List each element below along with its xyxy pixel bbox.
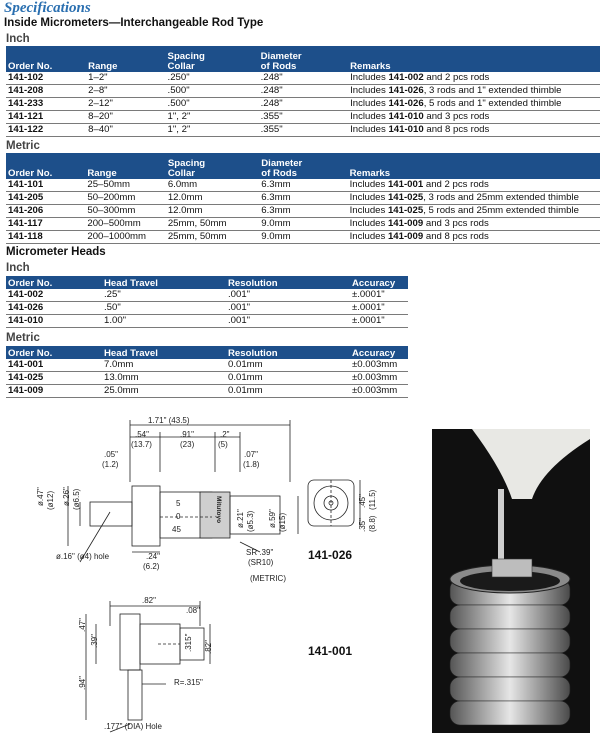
dim-059: ø.59" [268,509,277,528]
rods-inch-cell: .250" [166,72,259,85]
heads-inch-cell: ±.0001" [350,289,408,302]
dim-sr: SR .39" [246,548,274,557]
heads-metric-cell: 0.01mm [226,372,350,385]
dim2-0315: .315" [184,633,193,652]
rods-inch-cell: .248" [259,85,348,98]
dim-02: .2" [220,430,230,439]
dim2-008: .08" [186,606,200,615]
heads-inch-cell: ±.0001" [350,302,408,315]
heads-inch-header-row [6,276,408,289]
rods-inch-col-3: Diameter of Rods [259,46,348,72]
dim-035: .35" [358,518,367,532]
rods-metric-label: Metric [6,140,40,152]
rods-inch-cell: Includes 141-026, 3 rods and 1" extended thimble [348,85,600,98]
rods-inch-cell: .500" [166,85,259,98]
dim2-radius: R=.315" [174,678,203,687]
rods-inch-col-0: Order No. [6,46,86,72]
dim-091: .91" [180,430,194,439]
rods-inch-cell: Includes 141-010 and 8 pcs rods [348,124,600,137]
rods-inch-col-4: Remarks [348,46,600,72]
rods-metric-table [6,153,600,244]
rods-metric-cell: Includes 141-009 and 8 pcs rods [348,231,600,244]
heads-metric-cell: 141-001 [6,359,102,372]
dim-045m: (11.5) [368,489,377,510]
rods-inch-cell: Includes 141-010 and 3 pcs rods [348,111,600,124]
heads-inch-label: Inch [6,262,30,274]
rods-inch-cell: 8–20" [86,111,165,124]
table-row [6,289,408,302]
scale-bot: 45 [172,525,181,534]
dim2-hole: .177" (DIA) Hole [104,722,162,731]
dim2-082: .82" [142,596,156,605]
heads-metric-label: Metric [6,332,40,344]
heads-inch-cell: 1.00" [102,315,226,328]
table-row [6,372,408,385]
table-row [6,359,408,372]
heads-metric-col-2: Resolution [226,346,350,359]
rods-metric-cell: 141-101 [6,179,85,192]
metric-note: (METRIC) [250,574,286,583]
dim-045: .45" [358,494,367,508]
dim-02m: (5) [218,440,228,449]
scale-mid: 0 [176,512,181,521]
heads-inch-cell: .001" [226,315,350,328]
heads-inch-cell: ±.0001" [350,315,408,328]
rods-metric-cell: Includes 141-009 and 3 pcs rods [348,218,600,231]
rods-metric-cell: 200–500mm [85,218,165,231]
model-141-001: 141-001 [308,644,353,658]
dim-024m: (6.2) [143,562,160,571]
rods-inch-cell: 141-121 [6,111,86,124]
dim2-047: .47" [78,618,87,632]
heads-inch-table [6,276,408,328]
rods-metric-cell: 9.0mm [259,218,347,231]
rods-metric-cell: 9.0mm [259,231,347,244]
dim-026m: (ø6.5) [72,488,81,510]
rods-metric-col-0: Order No. [6,153,85,179]
rods-inch-cell: Includes 141-002 and 2 pcs rods [348,72,600,85]
dim2-094: .94" [78,676,87,690]
dim-091m: (23) [180,440,195,449]
heads-inch-cell: 141-002 [6,289,102,302]
heads-inch-col-3: Accuracy [350,276,408,289]
heads-metric-cell: ±0.003mm [350,385,408,398]
rods-metric-cell: 6.3mm [259,205,347,218]
table-row [6,231,600,244]
table-row [6,124,600,137]
rods-metric-cell: 141-118 [6,231,85,244]
rods-inch-cell: 141-233 [6,98,86,111]
heads-metric-cell: 141-025 [6,372,102,385]
rods-inch-cell: .355" [259,111,348,124]
dim-054m: (13.7) [131,440,152,449]
heads-title: Micrometer Heads [6,246,106,258]
rods-metric-cell: 50–300mm [85,205,165,218]
brand-logo: Mitutoyo [215,496,222,524]
rods-metric-col-1: Range [85,153,165,179]
photo-illustration [432,429,590,733]
dim-021m: (ø5.3) [246,510,255,532]
heads-inch-col-1: Head Travel [102,276,226,289]
heads-inch-cell: .25" [102,289,226,302]
rods-inch-cell: .355" [259,124,348,137]
heads-inch-cell: 141-026 [6,302,102,315]
table-row [6,385,408,398]
table-row [6,98,600,111]
rods-metric-cell: 50–200mm [85,192,165,205]
rods-metric-cell: 6.3mm [259,179,347,192]
rods-metric-header-row [6,153,600,179]
rods-inch-cell: 141-122 [6,124,86,137]
table-row [6,302,408,315]
model-141-026: 141-026 [308,548,353,562]
rods-metric-cell: 25–50mm [85,179,165,192]
heads-metric-cell: ±0.003mm [350,359,408,372]
rods-inch-cell: 8–40" [86,124,165,137]
table-row [6,218,600,231]
heads-inch-cell: .001" [226,289,350,302]
heads-metric-cell: 7.0mm [102,359,226,372]
rods-inch-header-row [6,46,600,72]
dim-047: ø.47" [36,487,45,506]
table-row [6,205,600,218]
table-row [6,192,600,205]
rods-inch-cell: 1", 2" [166,124,259,137]
rods-metric-cell: 12.0mm [166,205,259,218]
dim-024: .24" [146,552,160,561]
dim-054: .54" [135,430,149,439]
dim-005m: (1.2) [102,460,119,469]
heads-metric-col-1: Head Travel [102,346,226,359]
table-row [6,85,600,98]
dim2-039: .39" [90,634,99,648]
dim-hole: ø.16" (ø4) hole [56,552,110,561]
rods-metric-cell: 6.3mm [259,192,347,205]
dim-021: ø.21" [236,509,245,528]
table-row [6,179,600,192]
rods-inch-col-2: Spacing Collar [166,46,259,72]
rods-metric-col-2: Spacing Collar [166,153,259,179]
rods-inch-cell: .500" [166,98,259,111]
dim-007: .07" [244,450,258,459]
dim-007m: (1.8) [243,460,260,469]
table-row [6,315,408,328]
rods-inch-cell: 1–2" [86,72,165,85]
page-subtitle: Inside Micrometers—Interchangeable Rod Type [4,17,264,29]
rods-inch-label: Inch [6,33,30,45]
dim-srm: (SR10) [248,558,274,567]
dim-005: .05" [104,450,118,459]
heads-metric-header-row [6,346,408,359]
rods-metric-cell: 141-206 [6,205,85,218]
heads-metric-cell: 13.0mm [102,372,226,385]
table-row [6,72,600,85]
rods-inch-cell: .248" [259,72,348,85]
dim-047m: (ø12) [46,490,55,510]
rods-inch-cell: Includes 141-026, 5 rods and 1" extended thimble [348,98,600,111]
product-photo [432,429,590,733]
heads-metric-cell: 25.0mm [102,385,226,398]
rods-metric-col-3: Diameter of Rods [259,153,347,179]
rods-metric-cell: Includes 141-001 and 2 pcs rods [348,179,600,192]
heads-metric-cell: 141-009 [6,385,102,398]
rods-metric-cell: 25mm, 50mm [166,218,259,231]
heads-inch-col-2: Resolution [226,276,350,289]
rods-inch-cell: 1", 2" [166,111,259,124]
heads-inch-cell: .50" [102,302,226,315]
rods-metric-cell: 141-117 [6,218,85,231]
rods-metric-cell: 12.0mm [166,192,259,205]
scale-top: 5 [176,499,181,508]
heads-metric-cell: 0.01mm [226,385,350,398]
page-title: Specifications [4,0,91,16]
heads-metric-table [6,346,408,398]
rods-inch-cell: 2–8" [86,85,165,98]
rods-inch-col-1: Range [86,46,165,72]
rods-inch-table [6,46,600,137]
rods-metric-cell: 141-205 [6,192,85,205]
heads-metric-col-0: Order No. [6,346,102,359]
rods-metric-cell: Includes 141-025, 5 rods and 25mm extended thimble [348,205,600,218]
rods-inch-cell: .248" [259,98,348,111]
table-row [6,111,600,124]
rods-inch-cell: 141-208 [6,85,86,98]
micrometer-head-drawing-141-001 [70,596,260,736]
heads-inch-cell: .001" [226,302,350,315]
heads-inch-col-0: Order No. [6,276,102,289]
rods-metric-col-4: Remarks [348,153,600,179]
rods-metric-cell: Includes 141-025, 3 rods and 25mm extended thimble [348,192,600,205]
rods-metric-cell: 25mm, 50mm [166,231,259,244]
dim-overall: 1.71" (43.5) [148,416,190,425]
heads-metric-cell: ±0.003mm [350,372,408,385]
dim2-082v: .82" [204,640,213,654]
dim-026: ø.26" [62,487,71,506]
heads-inch-cell: 141-010 [6,315,102,328]
rods-metric-cell: 6.0mm [166,179,259,192]
heads-metric-col-3: Accuracy [350,346,408,359]
dim-059m: (ø15) [278,512,287,532]
rods-inch-cell: 141-102 [6,72,86,85]
dim-035m: (8.8) [368,515,377,532]
rods-inch-cell: 2–12" [86,98,165,111]
heads-metric-cell: 0.01mm [226,359,350,372]
rods-metric-cell: 200–1000mm [85,231,165,244]
